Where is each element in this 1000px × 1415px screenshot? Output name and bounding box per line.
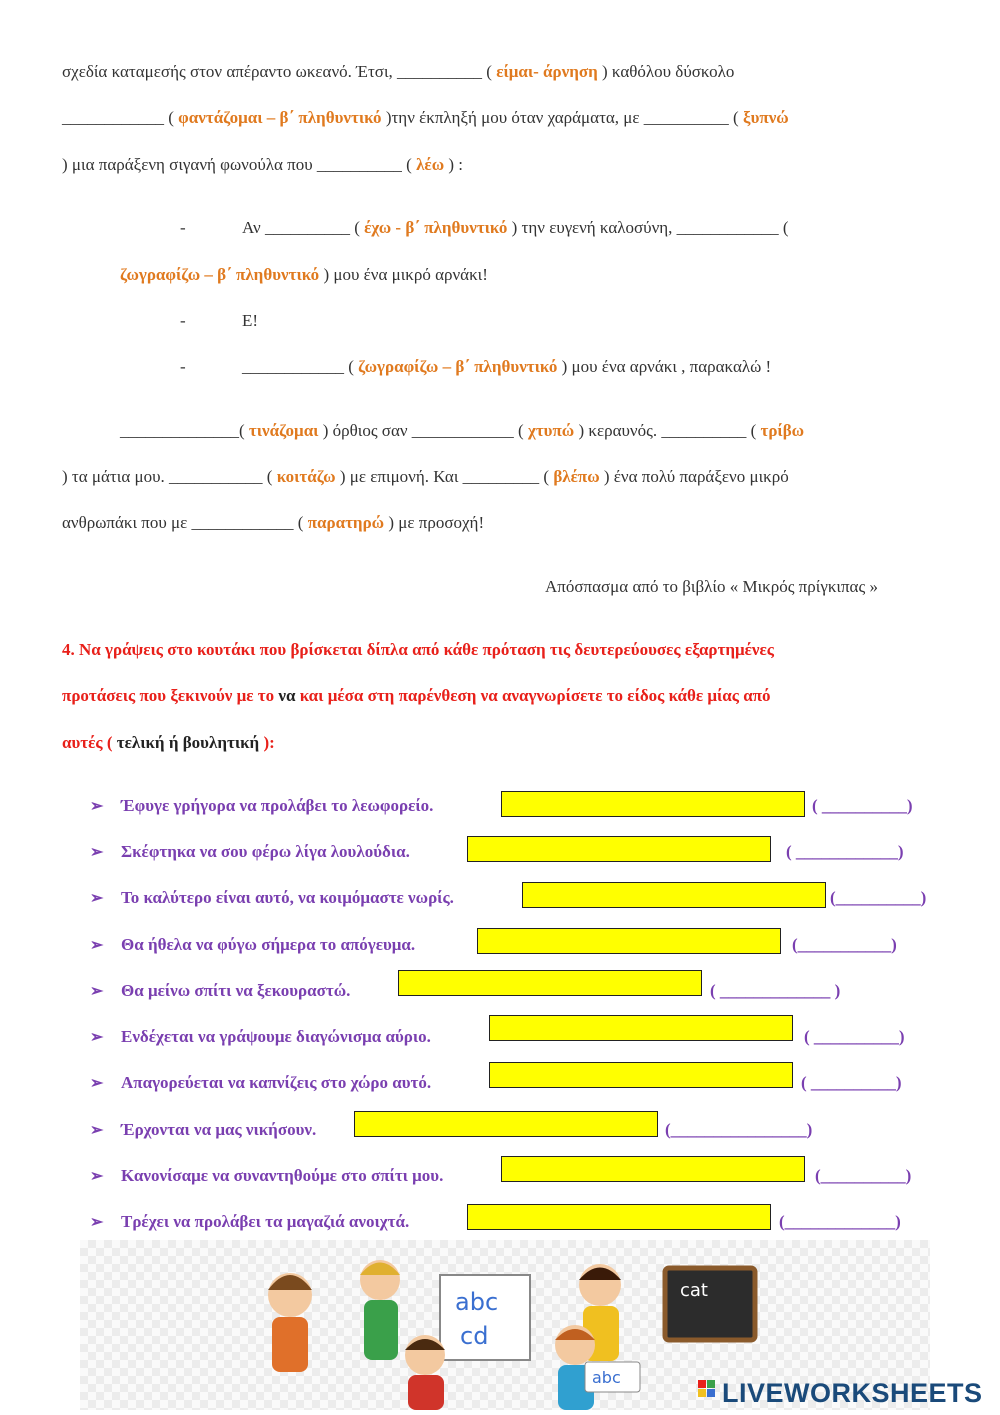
type-blank[interactable]: ( _____________ )	[710, 981, 841, 1000]
sentence-text: Κανονίσαμε να συναντηθούμε στο σπίτι μου.	[121, 1166, 444, 1185]
answer-box[interactable]	[501, 1156, 805, 1182]
type-blank[interactable]: (__________)	[830, 888, 927, 907]
arrow-bullet-icon: ➢	[90, 844, 104, 861]
answer-box[interactable]	[477, 928, 781, 954]
sentence-text: Απαγορεύεται να καπνίζεις στο χώρο αυτό.	[121, 1073, 432, 1092]
dialogue-line: Ε!	[242, 311, 259, 330]
card-text: abc	[592, 1368, 621, 1387]
answer-box[interactable]	[489, 1015, 793, 1041]
type-blank[interactable]: ( __________)	[812, 796, 913, 815]
answer-box[interactable]	[489, 1062, 793, 1088]
arrow-bullet-icon: ➢	[90, 1029, 104, 1046]
source-citation: Απόσπασμα από το βιβλίο « Μικρός πρίγκιπας »	[545, 577, 878, 596]
sentence-text: Θα ήθελα να φύγω σήμερα το απόγευμα.	[121, 935, 416, 954]
type-blank[interactable]: (________________)	[665, 1120, 813, 1139]
sentence-text: Τρέχει να προλάβει τα μαγαζιά ανοιχτά.	[121, 1212, 410, 1231]
type-blank[interactable]: (_____________)	[779, 1212, 901, 1231]
dialogue-dash: -	[180, 311, 186, 330]
arrow-bullet-icon: ➢	[90, 798, 104, 815]
text-line: ανθρωπάκι που με ____________ ( παρατηρώ ) με προσοχή!	[62, 513, 485, 532]
text-line: ) μια παράξενη σιγανή φωνούλα που __________ ( λέω ) :	[62, 155, 464, 174]
board-text: cat	[680, 1280, 708, 1301]
answer-box[interactable]	[467, 1204, 771, 1230]
answer-box[interactable]	[522, 882, 826, 908]
answer-box[interactable]	[501, 791, 805, 817]
text-line: ______________( τινάζομαι ) όρθιος σαν ____________ ( χτυπώ ) κεραυνός. __________ ( τρίβω	[120, 421, 805, 440]
board-text: abc	[455, 1288, 499, 1316]
liveworksheets-logo: LIVEWORKSHEETS	[722, 1378, 983, 1408]
sentence-text: Έρχονται να μας νικήσουν.	[121, 1120, 317, 1139]
arrow-bullet-icon: ➢	[90, 983, 104, 1000]
text-line: ) τα μάτια μου. ___________ ( κοιτάζω ) με επιμονή. Και _________ ( βλέπω ) ένα πολύ παράξενο μικρό	[62, 467, 789, 486]
sentence-text: Το καλύτερο είναι αυτό, να κοιμόμαστε νωρίς.	[121, 888, 454, 907]
dialogue-dash: -	[180, 357, 186, 376]
sentence-text: Ενδέχεται να γράψουμε διαγώνισμα αύριο.	[121, 1027, 431, 1046]
liveworksheets-logo-icon	[698, 1380, 716, 1406]
type-blank[interactable]: ( __________)	[804, 1027, 905, 1046]
arrow-bullet-icon: ➢	[90, 890, 104, 907]
type-blank[interactable]: (__________)	[815, 1166, 912, 1185]
arrow-bullet-icon: ➢	[90, 1168, 104, 1185]
text-line: σχεδία καταμεσής στον απέραντο ωκεανό. Έτσι, __________ ( είμαι- άρνηση ) καθόλου δύσκολο	[62, 62, 735, 81]
arrow-bullet-icon: ➢	[90, 937, 104, 954]
sentence-text: Έφυγε γρήγορα να προλάβει το λεωφορείο.	[121, 796, 434, 815]
answer-box[interactable]	[398, 970, 702, 996]
board-text: cd	[460, 1322, 489, 1350]
dialogue-line: Αν __________ ( έχω - β΄ πληθυντικό ) την ευγενή καλοσύνη, ____________ (	[242, 218, 789, 237]
type-blank[interactable]: ( __________)	[801, 1073, 902, 1092]
exercise-instruction: 4. Να γράψεις στο κουτάκι που βρίσκεται δίπλα από κάθε πρόταση τις δευτερεύουσες εξαρτημένες	[62, 640, 774, 659]
dialogue-line: ζωγραφίζω – β΄ πληθυντικό ) μου ένα μικρό αρνάκι!	[120, 265, 488, 284]
type-blank[interactable]: (___________)	[792, 935, 897, 954]
exercise-instruction: προτάσεις που ξεκινούν με το να και μέσα στη παρένθεση να αναγνωρίσετε το είδος κάθε μίας από	[62, 686, 771, 705]
arrow-bullet-icon: ➢	[90, 1214, 104, 1231]
sentence-text: Θα μείνω σπίτι να ξεκουραστώ.	[121, 981, 351, 1000]
exercise-instruction: αυτές ( τελική ή βουλητική ):	[62, 733, 275, 752]
type-blank[interactable]: ( ____________)	[786, 842, 904, 861]
sentence-text: Σκέφτηκα να σου φέρω λίγα λουλούδια.	[121, 842, 410, 861]
arrow-bullet-icon: ➢	[90, 1075, 104, 1092]
answer-box[interactable]	[354, 1111, 658, 1137]
text-line: ____________ ( φαντάζομαι – β΄ πληθυντικό )την έκπληξή μου όταν χαράματα, με __________ ( ξυπνώ	[62, 108, 789, 127]
dialogue-dash: -	[180, 218, 186, 237]
dialogue-line: ____________ ( ζωγραφίζω – β΄ πληθυντικό ) μου ένα αρνάκι , παρακαλώ !	[242, 357, 772, 376]
answer-box[interactable]	[467, 836, 771, 862]
arrow-bullet-icon: ➢	[90, 1122, 104, 1139]
